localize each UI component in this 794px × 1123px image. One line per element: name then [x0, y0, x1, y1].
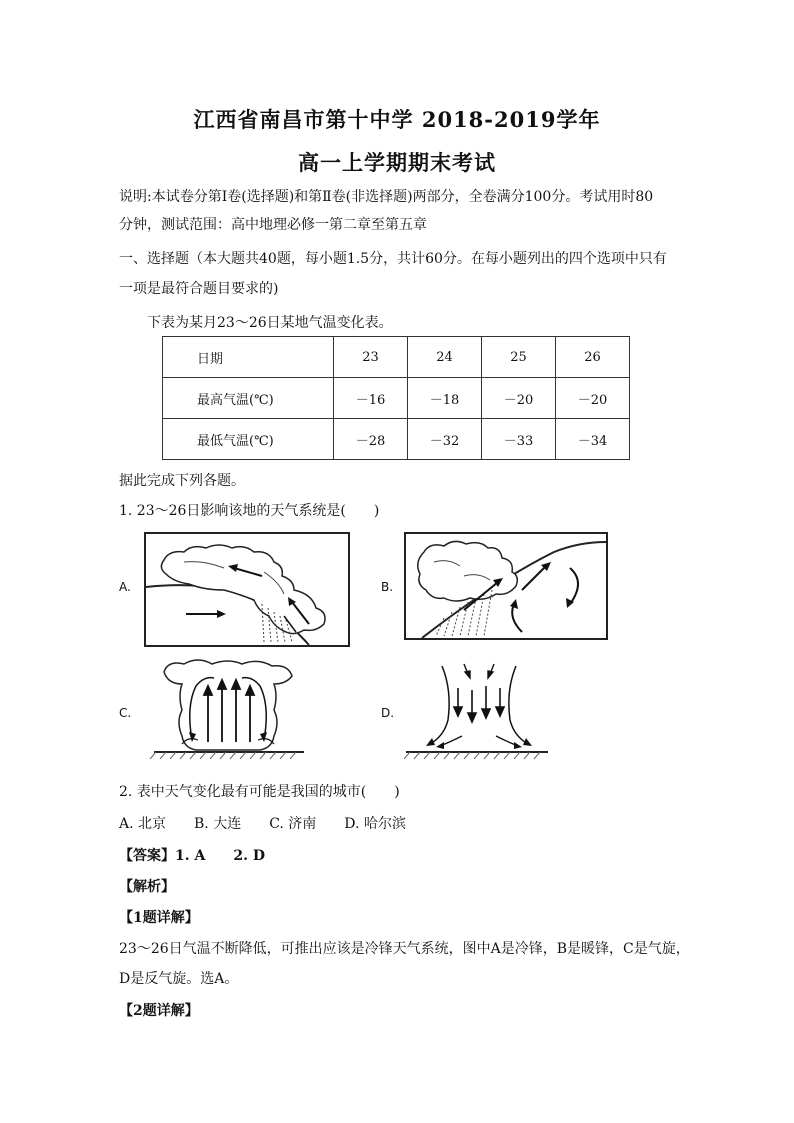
title-line-1: 江西省南昌市第十中学 2018-2019学年: [193, 107, 601, 132]
detail-1-line-2: D是反气旋。选A。: [119, 971, 239, 987]
table-row: [163, 419, 630, 460]
table-cell: 最低气温(℃): [163, 419, 334, 460]
detail-2-heading: 【2题详解】: [119, 1003, 199, 1019]
option-a-label: A.: [119, 580, 131, 594]
cold-front-diagram: [144, 532, 350, 647]
intro-line-2: 分钟，测试范围：高中地理必修一第二章至第五章: [119, 217, 427, 233]
option-d-label: D.: [381, 706, 395, 720]
table-cell: －34: [556, 419, 630, 460]
section1-line-1: 一、选择题（本大题共40题，每小题1.5分，共计60分。在每小题列出的四个选项中只有: [119, 251, 667, 267]
table-row: [163, 378, 630, 419]
cyclone-diagram: [148, 656, 308, 760]
table-cell: －33: [482, 419, 556, 460]
table-cell: 24: [408, 337, 482, 378]
answer-line: 【答案】1. A 2. D: [119, 848, 265, 864]
option-b-label: B.: [381, 580, 394, 594]
anticyclone-diagram: [404, 660, 550, 760]
question-2-stem: 2. 表中天气变化最有可能是我国的城市( ): [119, 784, 400, 800]
warm-front-diagram: [404, 532, 608, 640]
section1-line-2: 一项是最符合题目要求的): [119, 281, 279, 297]
table-cell: 25: [482, 337, 556, 378]
table-row: [163, 337, 630, 378]
temperature-table: [162, 336, 630, 460]
table-cell: －32: [408, 419, 482, 460]
table-cell: 26: [556, 337, 630, 378]
table-cell: －16: [334, 378, 408, 419]
detail-1-heading: 【1题详解】: [119, 910, 199, 926]
option-c-label: C.: [119, 706, 132, 720]
table-cell: －28: [334, 419, 408, 460]
table-cell: －20: [482, 378, 556, 419]
question-1-stem: 1. 23～26日影响该地的天气系统是( ): [119, 503, 380, 519]
table-intro: 下表为某月23～26日某地气温变化表。: [147, 315, 393, 331]
detail-1-line-1: 23～26日气温不断降低，可推出应该是冷锋天气系统，图中A是冷锋，B是暖锋，C是气旋，: [119, 941, 690, 957]
analysis-heading: 【解析】: [119, 879, 175, 895]
question-2-options: A. 北京 B. 大连 C. 济南 D. 哈尔滨: [119, 816, 406, 832]
table-cell: 最高气温(℃): [163, 378, 334, 419]
table-cell: －20: [556, 378, 630, 419]
after-table-text: 据此完成下列各题。: [119, 473, 245, 489]
table-cell: －18: [408, 378, 482, 419]
intro-line-1: 说明:本试卷分第Ⅰ卷(选择题)和第Ⅱ卷(非选择题)两部分，全卷满分100分。考试用时80: [119, 189, 654, 205]
table-cell: 23: [334, 337, 408, 378]
table-cell: 日期: [163, 337, 334, 378]
title-line-2: 高一上学期期末考试: [298, 150, 496, 175]
